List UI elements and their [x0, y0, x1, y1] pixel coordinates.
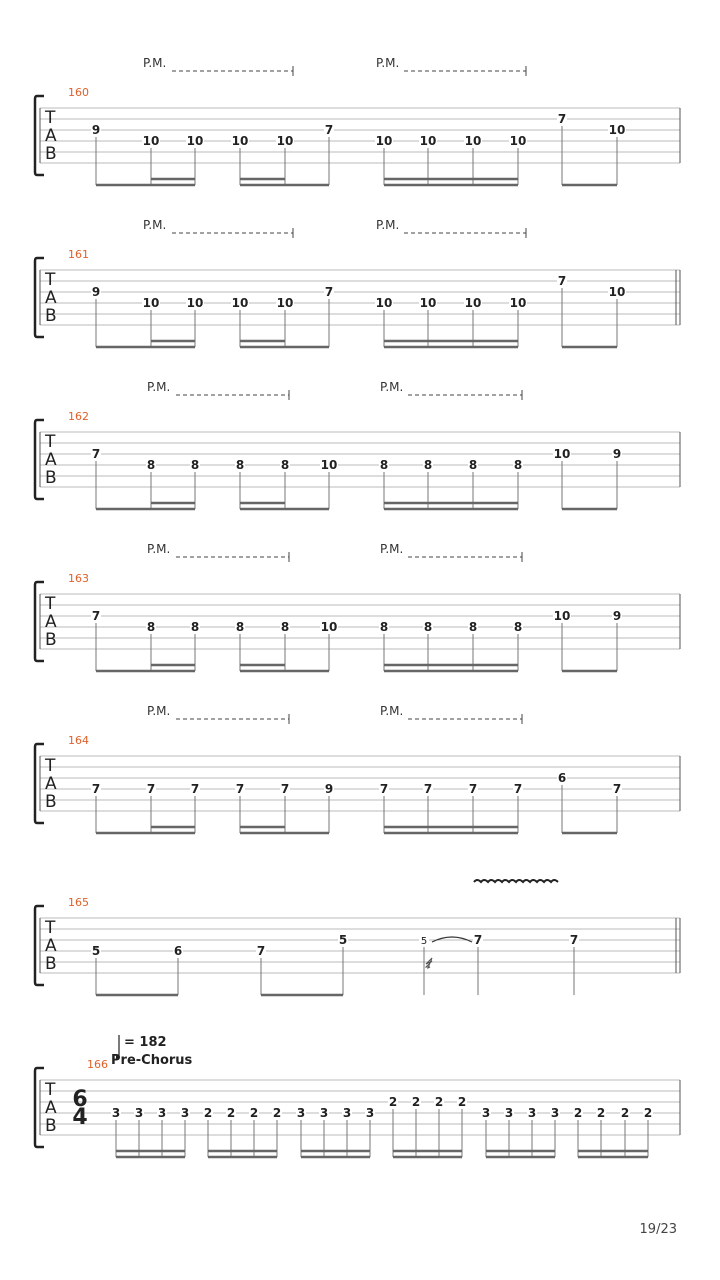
section-label: Pre-Chorus: [111, 1053, 193, 1068]
time-signature-bottom: 4: [72, 1105, 88, 1130]
fret-number: 9: [91, 285, 101, 299]
fret-number: 7: [91, 609, 101, 623]
fret-number: 2: [226, 1106, 236, 1120]
fret-number: 8: [280, 620, 290, 634]
fret-number: 3: [111, 1106, 121, 1120]
fret-number: 8: [190, 458, 200, 472]
fret-number: 9: [324, 782, 334, 796]
fret-number: 8: [423, 458, 433, 472]
fret-number: 10: [608, 123, 626, 137]
measure-number: 162: [68, 410, 89, 423]
palm-mute-label: P.M.: [376, 218, 400, 232]
fret-number: 6: [173, 944, 183, 958]
fret-number: 3: [365, 1106, 375, 1120]
fret-number: 2: [203, 1106, 213, 1120]
palm-mute-label: P.M.: [143, 218, 167, 232]
tab-clef-letter: B: [45, 144, 57, 164]
tab-clef-letter: B: [45, 630, 57, 650]
fret-number: 8: [379, 620, 389, 634]
fret-number: 10: [509, 296, 527, 310]
palm-mute-label: P.M.: [380, 704, 404, 718]
palm-mute-label: P.M.: [147, 542, 171, 556]
fret-number: 3: [504, 1106, 514, 1120]
tab-clef-letter: T: [45, 432, 56, 452]
tab-clef-letter: A: [45, 1098, 57, 1118]
fret-number: 8: [146, 458, 156, 472]
fret-number: 3: [180, 1106, 190, 1120]
fret-number: 10: [276, 134, 294, 148]
tab-clef-letter: A: [45, 774, 57, 794]
fret-number: 2: [643, 1106, 653, 1120]
tab-clef-letter: T: [45, 1080, 56, 1100]
tab-clef-letter: T: [45, 270, 56, 290]
fret-number: 10: [231, 134, 249, 148]
fret-number: 8: [379, 458, 389, 472]
fret-number: 7: [324, 123, 334, 137]
fret-number: 3: [550, 1106, 560, 1120]
fret-number: 10: [276, 296, 294, 310]
fret-number: 7: [146, 782, 156, 796]
fret-number: 10: [464, 134, 482, 148]
fret-number: 10: [231, 296, 249, 310]
fret-number: 3: [481, 1106, 491, 1120]
fret-number: 10: [142, 296, 160, 310]
tab-clef-letter: A: [45, 288, 57, 308]
fret-number: 2: [434, 1095, 444, 1109]
fret-number: 7: [473, 933, 483, 947]
fret-number: 2: [620, 1106, 630, 1120]
tab-clef-letter: T: [45, 918, 56, 938]
measure-number: 166: [87, 1058, 108, 1071]
tab-clef-letter: B: [45, 792, 57, 812]
fret-number: 2: [596, 1106, 606, 1120]
fret-number: 10: [419, 296, 437, 310]
fret-number: 10: [509, 134, 527, 148]
palm-mute-label: P.M.: [147, 704, 171, 718]
fret-number: 3: [296, 1106, 306, 1120]
fret-number: 10: [186, 134, 204, 148]
fret-number: 2: [388, 1095, 398, 1109]
tab-clef-letter: T: [45, 108, 56, 128]
tab-clef-letter: A: [45, 450, 57, 470]
tab-clef-letter: B: [45, 1116, 57, 1136]
fret-number: 2: [249, 1106, 259, 1120]
fret-number: 7: [280, 782, 290, 796]
fret-number: 10: [320, 458, 338, 472]
fret-number: 2: [573, 1106, 583, 1120]
fret-number: 9: [612, 447, 622, 461]
fret-number: 3: [157, 1106, 167, 1120]
fret-number: 8: [468, 620, 478, 634]
fret-number: 8: [235, 620, 245, 634]
palm-mute-label: P.M.: [143, 56, 167, 70]
fret-number: 7: [379, 782, 389, 796]
fret-number: 5: [420, 936, 428, 947]
fret-number: 10: [553, 447, 571, 461]
fret-number: 10: [320, 620, 338, 634]
fret-number: 7: [190, 782, 200, 796]
measure-number: 164: [68, 734, 89, 747]
fret-number: 9: [612, 609, 622, 623]
fret-number: 7: [468, 782, 478, 796]
measure-number: 161: [68, 248, 89, 261]
fret-number: 2: [411, 1095, 421, 1109]
fret-number: 3: [134, 1106, 144, 1120]
palm-mute-label: P.M.: [376, 56, 400, 70]
fret-number: 8: [468, 458, 478, 472]
measure-number: 165: [68, 896, 89, 909]
fret-number: 10: [553, 609, 571, 623]
tab-clef-letter: B: [45, 954, 57, 974]
fret-number: 7: [513, 782, 523, 796]
tab-clef-letter: A: [45, 612, 57, 632]
fret-number: 10: [464, 296, 482, 310]
fret-number: 10: [419, 134, 437, 148]
fret-number: 10: [608, 285, 626, 299]
fret-number: 8: [513, 620, 523, 634]
fret-number: 3: [342, 1106, 352, 1120]
fret-number: 7: [235, 782, 245, 796]
fret-number: 7: [557, 112, 567, 126]
fret-number: 10: [186, 296, 204, 310]
fret-number: 2: [457, 1095, 467, 1109]
fret-number: 7: [557, 274, 567, 288]
fret-number: 5: [338, 933, 348, 947]
palm-mute-label: P.M.: [380, 380, 404, 394]
fret-number: 7: [324, 285, 334, 299]
vibrato-marker: [474, 880, 558, 882]
fret-number: 7: [91, 782, 101, 796]
fret-number: 3: [319, 1106, 329, 1120]
fret-number: 9: [91, 123, 101, 137]
tab-clef-letter: A: [45, 126, 57, 146]
page-number: 19/23: [639, 1222, 677, 1237]
fret-number: 7: [423, 782, 433, 796]
tab-clef-letter: B: [45, 306, 57, 326]
palm-mute-label: P.M.: [380, 542, 404, 556]
fret-number: 10: [375, 296, 393, 310]
fret-number: 10: [375, 134, 393, 148]
fret-number: 2: [272, 1106, 282, 1120]
fret-number: 3: [527, 1106, 537, 1120]
fret-number: 10: [142, 134, 160, 148]
fret-number: 7: [569, 933, 579, 947]
fret-number: 7: [91, 447, 101, 461]
fret-number: 7: [612, 782, 622, 796]
palm-mute-label: P.M.: [147, 380, 171, 394]
measure-number: 163: [68, 572, 89, 585]
tempo-marking: = 182: [124, 1035, 167, 1050]
fret-number: 5: [91, 944, 101, 958]
fret-number: 7: [256, 944, 266, 958]
fret-number: 8: [235, 458, 245, 472]
fret-number: 8: [280, 458, 290, 472]
fret-number: 8: [423, 620, 433, 634]
tab-clef-letter: A: [45, 936, 57, 956]
fret-number: 8: [146, 620, 156, 634]
rake-marker: [426, 958, 432, 968]
fret-number: 6: [557, 771, 567, 785]
tab-clef-letter: T: [45, 756, 56, 776]
fret-number: 8: [513, 458, 523, 472]
tab-clef-letter: T: [45, 594, 56, 614]
measure-number: 160: [68, 86, 89, 99]
time-signature-top: 6: [72, 1087, 88, 1112]
fret-number: 8: [190, 620, 200, 634]
tab-clef-letter: B: [45, 468, 57, 488]
